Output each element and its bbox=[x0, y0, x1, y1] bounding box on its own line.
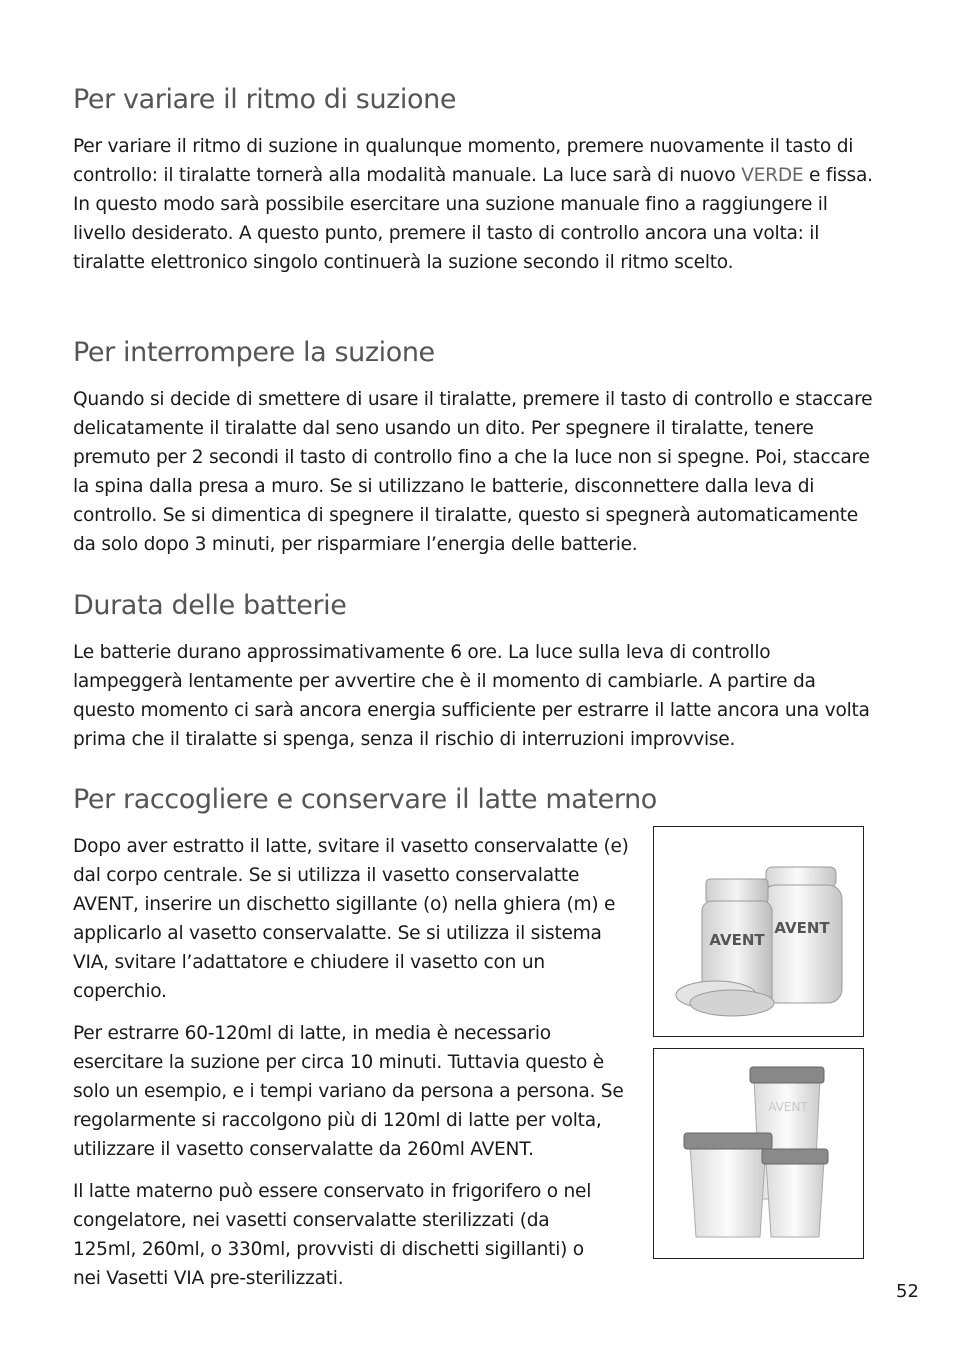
paragraph-ritmo-text-2: e fissa. In questo modo sarà possibile esercitare una suzione manuale fino a raggiungere il livello desiderato. A questo punto, premere il tasto di controllo ancora una volta: il tiralatte elettronico singolo continuerà la suzione secondo il ritmo scelto. bbox=[73, 165, 873, 273]
heading-interrompere: Per interrompere la suzione bbox=[73, 337, 435, 368]
paragraph-interrompere: Quando si decide di smettere di usare il tiralatte, premere il tasto di controllo e staccare delicatamente il tiralatte dal seno usando un dito. Per spegnere il tiralatte, tenere premuto per 2 secondi il tasto di controllo fino a che la luce non si spegne. Poi, staccare la spina dalla presa a muro. Se si utilizzano le batterie, disconnettere dalla leva di controllo. Se si dimentica di spegnere il tiralatte, questo si spegnerà automaticamente da solo dopo 3 minuti, per risparmiare l’energia delle batterie. bbox=[73, 389, 873, 555]
section-batterie bbox=[73, 590, 873, 754]
paragraph-conservare-3: Il latte materno può essere conservato in frigorifero o nel congelatore, nei vasetti conservalatte sterilizzati (da 125ml, 260ml, o 330ml, provvisti di dischetti sigillanti) o nei Vasetti VIA pre-sterilizzati. bbox=[73, 1181, 592, 1289]
paragraph-conservare-2: Per estrarre 60-120ml di latte, in media è necessario esercitare la suzione per circa 10 minuti. Tuttavia questo è solo un esempio, e i tempi variano da persona a persona. Se regolarmente si raccolgono più di 120ml di latte per volta, utilizzare il vasetto conservalatte da 260ml AVENT. bbox=[73, 1023, 624, 1160]
section-conservare bbox=[73, 784, 657, 1293]
bottles-illustration bbox=[654, 827, 862, 1035]
heading-ritmo: Per variare il ritmo di suzione bbox=[73, 84, 457, 115]
cups-photo bbox=[653, 1048, 864, 1259]
paragraph-conservare-1: Dopo aver estratto il latte, svitare il vasetto conservalatte (e) dal corpo centrale. Se si utilizza il vasetto conservalatte AVENT, inserire un dischetto sigillante (o) nella ghiera (m) e applicarlo al vasetto conservalatte. Se si utilizza il sistema VIA, svitare l’adattatore e chiudere il vasetto con un coperchio. bbox=[73, 836, 629, 1002]
section-ritmo bbox=[73, 84, 873, 277]
heading-batterie: Durata delle batterie bbox=[73, 590, 347, 621]
section-interrompere bbox=[73, 337, 873, 559]
bottle-left-logo: AVENT bbox=[709, 931, 765, 949]
cups-logo: AVENT bbox=[768, 1100, 808, 1114]
paragraph-ritmo-text-1: Per variare il ritmo di suzione in qualunque momento, premere nuovamente il tasto di controllo: il tiralatte tornerà alla modalità manuale. La luce sarà di nuovo bbox=[73, 136, 854, 186]
verde-highlight: VERDE bbox=[741, 165, 804, 186]
page-number: 52 bbox=[896, 1281, 919, 1302]
bottle-right-logo: AVENT bbox=[774, 919, 830, 937]
heading-conservare: Per raccogliere e conservare il latte materno bbox=[73, 784, 657, 815]
paragraph-batterie: Le batterie durano approssimativamente 6 ore. La luce sulla leva di controllo lampeggerà lentamente per avvertire che è il momento di cambiarle. A partire da questo momento ci sarà ancora energia sufficiente per estrarre il latte ancora una volta prima che il tiralatte si spenga, senza il rischio di interruzioni improvvise. bbox=[73, 642, 870, 750]
paragraph-ritmo bbox=[73, 132, 873, 277]
cups-illustration bbox=[654, 1049, 862, 1257]
bottles-photo bbox=[653, 826, 864, 1037]
